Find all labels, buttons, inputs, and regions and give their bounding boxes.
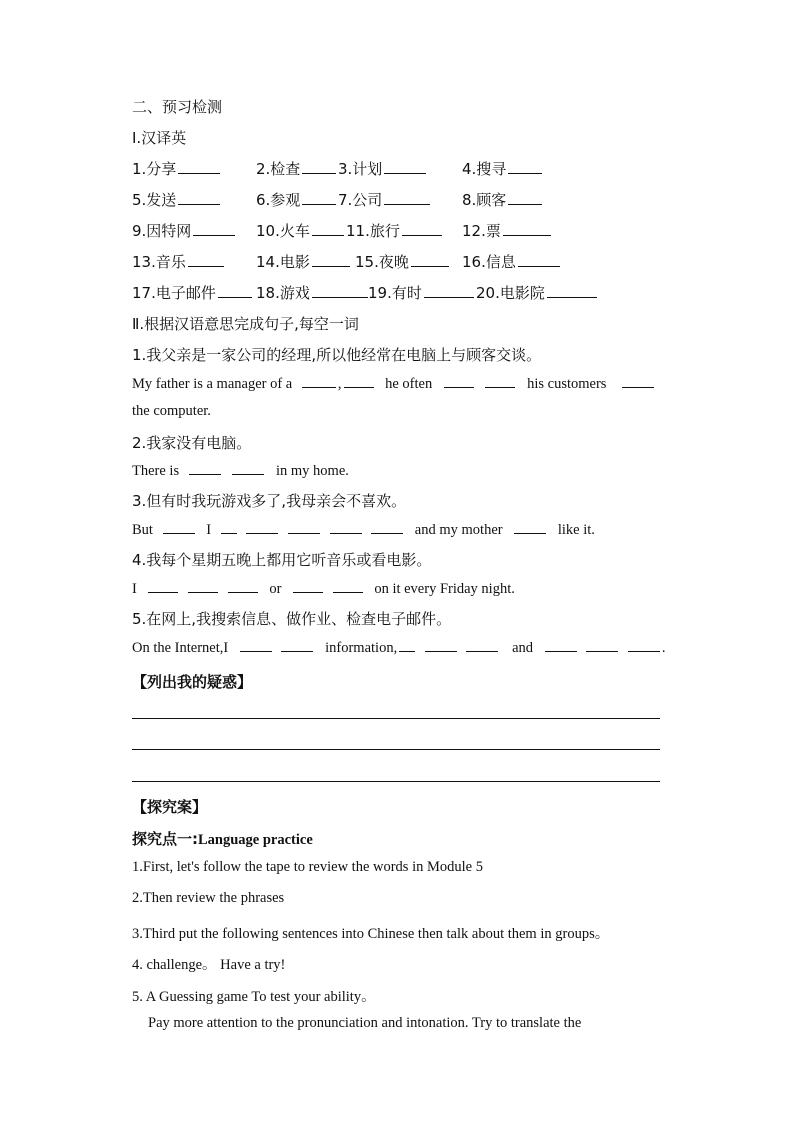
vocab-item: 3.计划 bbox=[338, 158, 428, 179]
step-item: Pay more attention to the pronunciation and intonation. Try to translate the bbox=[148, 1015, 582, 1031]
vocab-item: 17.电子邮件 bbox=[132, 282, 254, 303]
answer-blank[interactable] bbox=[221, 521, 237, 534]
answer-blank[interactable] bbox=[333, 580, 363, 593]
answer-blank[interactable] bbox=[545, 639, 577, 652]
part1-heading: Ⅰ.汉译英 bbox=[132, 129, 187, 147]
writing-line[interactable] bbox=[132, 718, 660, 719]
vocab-item: 18.游戏 bbox=[256, 282, 370, 303]
vocab-item: 13.音乐 bbox=[132, 251, 226, 272]
answer-blank[interactable] bbox=[371, 521, 403, 534]
answer-blank[interactable] bbox=[288, 521, 320, 534]
vocab-item: 10.火车 bbox=[256, 220, 346, 241]
vocab-item: 14.电影 bbox=[256, 251, 352, 272]
answer-blank[interactable] bbox=[163, 521, 195, 534]
answer-blank[interactable] bbox=[444, 375, 474, 388]
question-cn: 2.我家没有电脑。 bbox=[132, 434, 252, 452]
answer-blank[interactable] bbox=[232, 462, 264, 475]
answer-blank[interactable] bbox=[622, 375, 654, 388]
step-item: 2.Then review the phrases bbox=[132, 890, 285, 906]
answer-blank[interactable] bbox=[344, 375, 374, 388]
answer-blank[interactable] bbox=[189, 462, 221, 475]
answer-blank[interactable] bbox=[628, 639, 660, 652]
question-cn: 5.在网上,我搜索信息、做作业、检查电子邮件。 bbox=[132, 610, 452, 628]
vocab-item: 7.公司 bbox=[338, 189, 432, 210]
answer-blank[interactable] bbox=[330, 521, 362, 534]
step-item: 5. A Guessing game To test your ability。 bbox=[132, 989, 376, 1005]
question-en: But I and my mother like it. bbox=[132, 522, 595, 538]
answer-blank[interactable] bbox=[293, 580, 323, 593]
answer-blank[interactable] bbox=[425, 639, 457, 652]
answer-blank[interactable] bbox=[466, 639, 498, 652]
question-en: My father is a manager of a , he often his customers bbox=[132, 375, 656, 393]
section-heading: 二、预习检测 bbox=[132, 98, 223, 116]
answer-blank[interactable] bbox=[485, 375, 515, 388]
step-item: 1.First, let's follow the tape to review the words in Module 5 bbox=[132, 859, 483, 875]
step-item: 3.Third put the following sentences into Chinese then talk about them in groups。 bbox=[132, 926, 610, 942]
vocab-item: 4.搜寻 bbox=[462, 158, 544, 179]
answer-blank[interactable] bbox=[586, 639, 618, 652]
vocab-item: 8.顾客 bbox=[462, 189, 544, 210]
part2-heading: Ⅱ.根据汉语意思完成句子,每空一词 bbox=[132, 315, 359, 333]
question-en: There is in my home. bbox=[132, 463, 349, 479]
question-en: I or on it every Friday night. bbox=[132, 581, 515, 597]
answer-blank[interactable] bbox=[302, 375, 336, 388]
question-cn: 1.我父亲是一家公司的经理,所以他经常在电脑上与顾客交谈。 bbox=[132, 346, 542, 364]
answer-blank[interactable] bbox=[240, 639, 272, 652]
answer-blank[interactable] bbox=[148, 580, 178, 593]
vocab-item: 1.分享 bbox=[132, 158, 222, 179]
answer-blank[interactable] bbox=[246, 521, 278, 534]
writing-line[interactable] bbox=[132, 781, 660, 782]
vocab-item: 12.票 bbox=[462, 220, 553, 241]
question-cn: 3.但有时我玩游戏多了,我母亲会不喜欢。 bbox=[132, 492, 407, 510]
vocab-item: 5.发送 bbox=[132, 189, 222, 210]
vocab-item: 20.电影院 bbox=[476, 282, 599, 303]
answer-blank[interactable] bbox=[399, 639, 415, 652]
step-item: 4. challenge。 Have a try! bbox=[132, 957, 286, 973]
explore-heading: 【探究案】 bbox=[132, 798, 208, 816]
vocab-item: 11.旅行 bbox=[346, 220, 444, 241]
point1-heading: 探究点一:Language practice bbox=[132, 830, 313, 848]
answer-blank[interactable] bbox=[228, 580, 258, 593]
writing-line[interactable] bbox=[132, 749, 660, 750]
vocab-item: 9.因特网 bbox=[132, 220, 237, 241]
vocab-item: 2.检查 bbox=[256, 158, 338, 179]
answer-blank[interactable] bbox=[188, 580, 218, 593]
answer-blank[interactable] bbox=[514, 521, 546, 534]
answer-blank[interactable] bbox=[281, 639, 313, 652]
question-en-cont: the computer. bbox=[132, 403, 211, 419]
question-cn: 4.我每个星期五晚上都用它听音乐或看电影。 bbox=[132, 551, 432, 569]
vocab-item: 19.有时 bbox=[368, 282, 476, 303]
question-en: On the Internet,I information, and . bbox=[132, 640, 666, 656]
vocab-item: 6.参观 bbox=[256, 189, 338, 210]
vocab-item: 15.夜晚 bbox=[355, 251, 451, 272]
doubts-heading: 【列出我的疑惑】 bbox=[132, 673, 253, 691]
vocab-item: 16.信息 bbox=[462, 251, 562, 272]
